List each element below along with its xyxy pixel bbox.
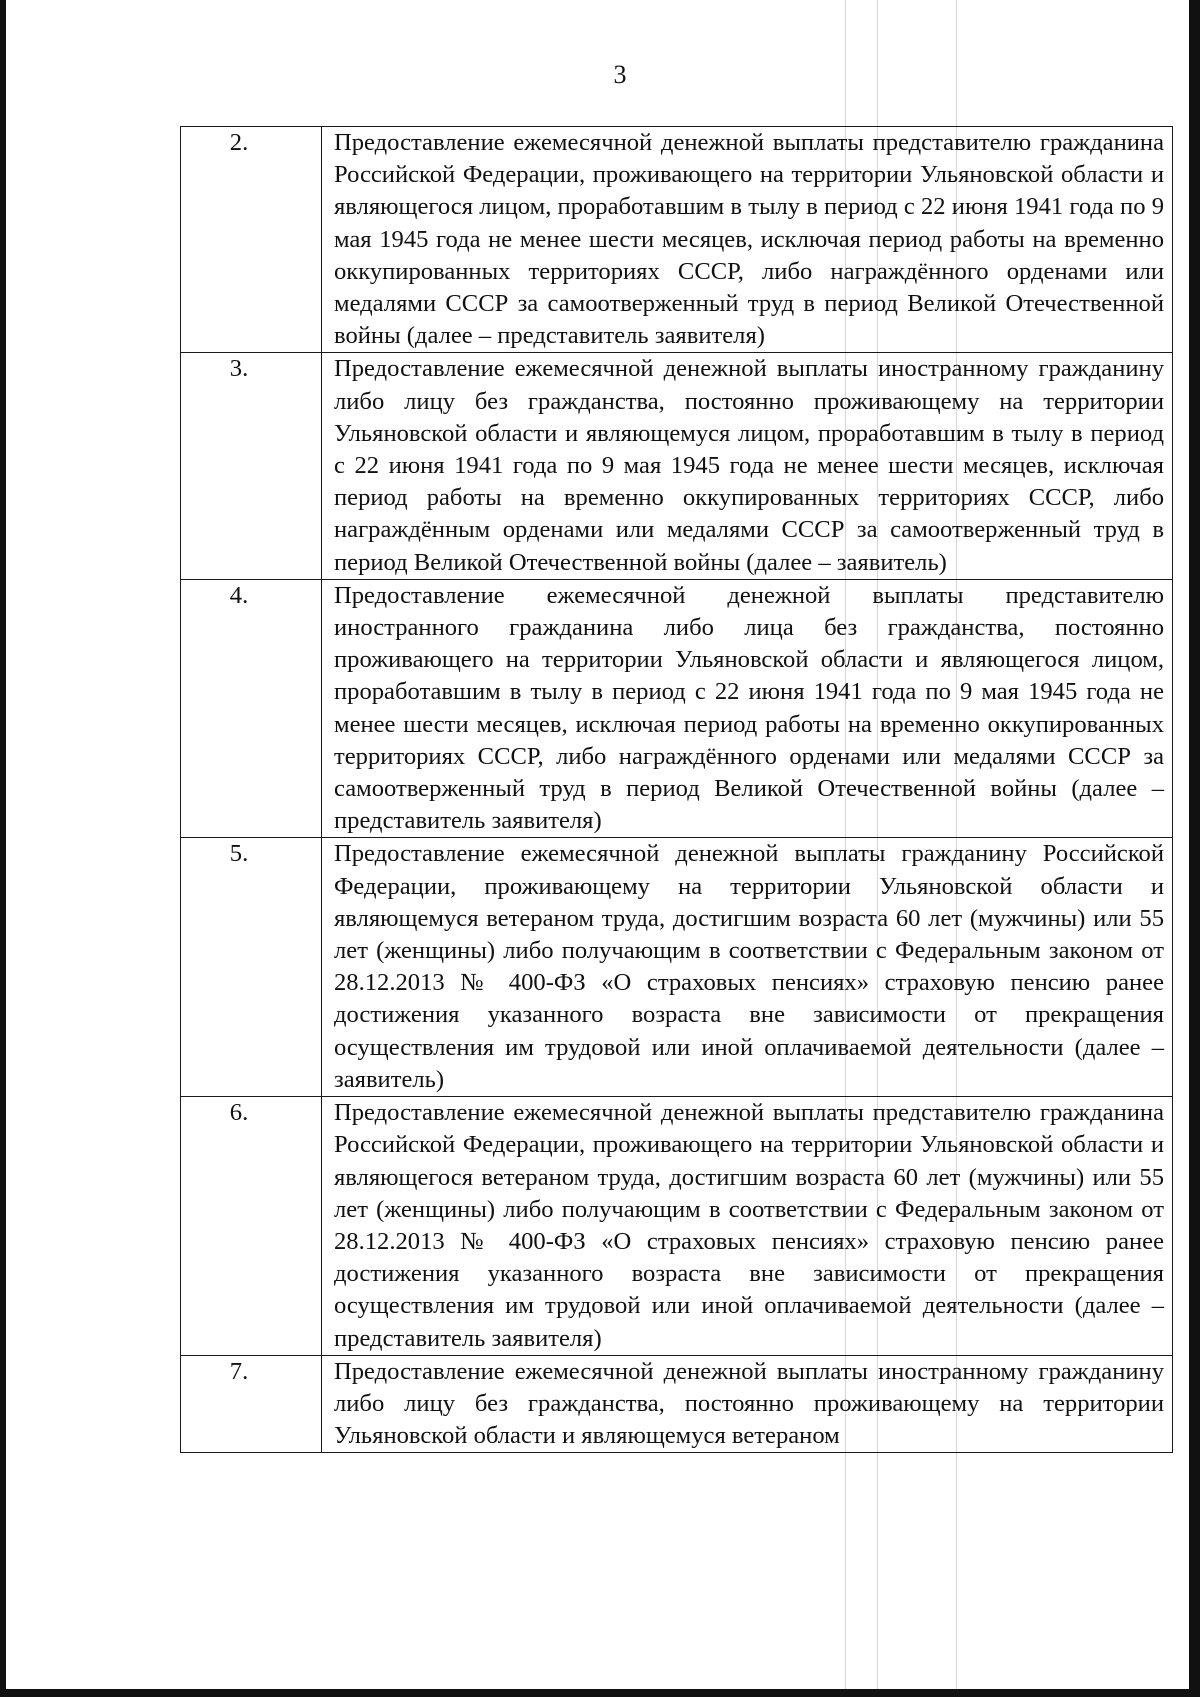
row-description: Предоставление ежемесячной денежной выплаты представителю гражданина Российской Федерации, проживающего на территории Ульяновской области и являющегося ветераном труда, достигшим возраста 60 лет (мужчины) или 55 лет (женщины) либо получающим в соответствии с Федеральным законом от 28.12.2013 № 400-ФЗ «О страховых пенсиях» страховую пенсию ранее достижения указанного возраста вне зависимости от прекращения осуществления им трудовой или иной оплачиваемой деятельности (далее – представитель заявителя) [322,1097,1173,1356]
scan-border-left [0,0,6,1697]
row-number: 3. [181,353,322,579]
page-number: 3 [613,60,627,89]
table-row [181,1355,1173,1453]
table-row [181,838,1173,1097]
table-row [181,1097,1173,1356]
row-number: 4. [181,579,322,838]
row-description: Предоставление ежемесячной денежной выплаты представителю гражданина Российской Федерации, проживающего на территории Ульяновской области и являющегося лицом, проработавшим в тылу в период с 22 июня 1941 года по 9 мая 1945 года не менее шести месяцев, исключая период работы на временно оккупированных территориях СССР, либо награждённого орденами или медалями СССР за самоотверженный труд в период Великой Отечественной войны (далее – представитель заявителя) [322,127,1173,353]
table-row [181,127,1173,353]
row-description: Предоставление ежемесячной денежной выплаты иностранному гражданину либо лицу без гражданства, постоянно проживающему на территории Ульяновской области и являющемуся лицом, проработавшим в тылу в период с 22 июня 1941 года по 9 мая 1945 года не менее шести месяцев, исключая период работы на временно оккупированных территориях СССР, либо награждённым орденами или медалями СССР за самоотверженный труд в период Великой Отечественной войны (далее – заявитель) [322,353,1173,579]
scan-border-right [1189,0,1200,1697]
row-number: 6. [181,1097,322,1356]
row-number: 7. [181,1355,322,1453]
row-description: Предоставление ежемесячной денежной выплаты гражданину Российской Федерации, проживающему на территории Ульяновской области и являющемуся ветераном труда, достигшим возраста 60 лет (мужчины) или 55 лет (женщины) либо получающим в соответствии с Федеральным законом от 28.12.2013 № 400-ФЗ «О страховых пенсиях» страховую пенсию ранее достижения указанного возраста вне зависимости от прекращения осуществления им трудовой или иной оплачиваемой деятельности (далее – заявитель) [322,838,1173,1097]
row-number: 2. [181,127,322,353]
row-number: 5. [181,838,322,1097]
table-row [181,579,1173,838]
table-row [181,353,1173,579]
services-table [180,126,1173,1453]
scan-border-bottom [0,1689,1200,1697]
row-description: Предоставление ежемесячной денежной выплаты представителю иностранного гражданина либо лица без гражданства, постоянно проживающего на территории Ульяновской области и являющегося лицом, проработавшим в тылу в период с 22 июня 1941 года по 9 мая 1945 года не менее шести месяцев, исключая период работы на временно оккупированных территориях СССР, либо награждённого орденами или медалями СССР за самоотверженный труд в период Великой Отечественной войны (далее – представитель заявителя) [322,579,1173,838]
row-description: Предоставление ежемесячной денежной выплаты иностранному гражданину либо лицу без гражданства, постоянно проживающему на территории Ульяновской области и являющемуся ветераном [322,1355,1173,1453]
